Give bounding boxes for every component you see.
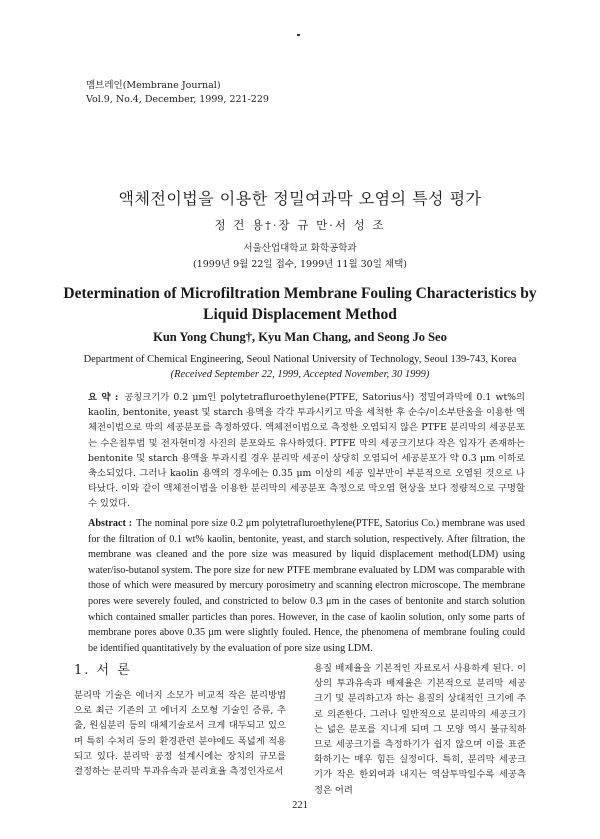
affiliation-korean — [0, 241, 600, 273]
body-column-right: 용질 배제율을 기본적인 자료로서 사용하게 된다. 이상의 투과유속과 배제율은 기본적으로 분리막 세공크기 및 분리하고자 하는 용질의 상대적인 크기에 주로 의존한다. 그러나 일반적으로 분리막의 세공크기는 넓은 분포를 지니게 되며 그 모양 역시 불규칙하므로 세공크기를 측정하기가 쉽지 않으며 이를 표준화하기는 매우 힘든 실정이다. 특히, 분리막 세공크기가 작은 한외여과 내지는 역삼투막일수록 세공측정은 어려 — [314, 663, 526, 796]
affiliation-english: Department of Chemical Engineering, Seoul National University of Technology, Seoul 139-743, Korea — [83, 354, 517, 365]
section-heading-introduction: 1. 서 론 — [74, 663, 132, 678]
abstract-english-label: Abstract : — [88, 518, 133, 529]
affiliation-korean-dept: 서울산업대학교 화학공학과 — [243, 243, 357, 254]
title-english-line2: Liquid Displacement Method — [203, 306, 397, 323]
authors-korean: 정 건 용†·장 규 만·서 성 조 — [214, 218, 386, 232]
body-column-left: 분리막 기술은 에너지 소모가 비교적 작은 분리방법으로 최근 기존의 고 에너지 소모형 기술인 증류, 추출, 원심분리 등의 대체기술로서 크게 대두되고 있으며 특히 수처리 등의 환경관련 분야에도 폭넓게 적용되고 있다. 분리막 공정 설계시에는 장치의 규모를 결정하는 분리막 투과유속과 분리효율 측정인자로서 — [74, 690, 286, 778]
title-korean: 액체전이법을 이용한 정밀여과막 오염의 특성 평가 — [118, 189, 482, 208]
authors-english: Kun Yong Chung†, Kyu Man Chang, and Seong Jo Seo — [153, 330, 447, 344]
received-english: (Received September 22, 1999, Accepted November, 30 1999) — [170, 369, 430, 380]
journal-name: 멤브레인(Membrane Journal) — [86, 80, 221, 91]
abstract-korean — [88, 390, 525, 512]
top-mark — [297, 34, 300, 36]
affiliation-english-block — [0, 352, 600, 382]
abstract-english — [88, 516, 525, 656]
journal-header — [86, 79, 269, 107]
title-english — [60, 283, 540, 325]
abstract-korean-label: 요 약 : — [88, 392, 119, 403]
received-korean: (1999년 9월 22일 접수, 1999년 11월 30일 채택) — [192, 259, 407, 270]
abstract-english-text: The nominal pore size 0.2 μm polytetrafluroethylene(PTFE, Satorius Co.) membrane was used for the filtration of 0.1 wt% kaolin, bentonite, yeast, and starch solution, respectively. After filtration, the membrane was cleaned and the pore size was measured by liquid displacement method(LDM) using water/iso-butanol system. The pore size for new PTFE membrane evaluated by LDM was comparable with those of which were measured by mercury porosimetry and scanning electron microscope. The membrane pores were severely fouled, and constricted to below 0.3 μm in the cases of bentonite and starch solution which contained smaller particles than pores. However, in the case of kaolin solution, only some parts of membrane pores above 0.35 μm were slightly fouled. Hence, the phenomena of membrane fouling could be identified quantitatively by the evaluation of pore size using LDM. — [88, 518, 525, 654]
page-number: 221 — [292, 800, 308, 811]
title-english-line1: Determination of Microfiltration Membrane Fouling Characteristics by — [63, 285, 537, 302]
abstract-korean-text: 공칭크기가 0.2 μm인 polytetrafluroethylene(PTFE, Satorius사) 정밀여과막에 0.1 wt%의 kaolin, bentonite, yeast 및 starch 용액을 각각 투과시키고 막을 세척한 후 순수/이소부탄올을 이용한 액체전이법으로 막의 세공분포를 측정하였다. 액체전이법으로 측정한 오염되지 않은 PTFE 분리막의 세공분포는 수은침투법 및 전자현미경 사진의 분포와도 유사하였다. PTFE 막의 세공크기보다 작은 입자가 존재하는 bentonite 및 starch 용액을 투과시킬 경우 분리막 세공이 상당히 오염되어 세공분포가 약 0.3 μm 이하로 축소되었다. 그러나 kaolin 용액의 경우에는 0.35 μm 이상의 세공 일부만이 부분적으로 오염된 것으로 나타났다. 이와 같이 액체전이법을 이용한 분리막의 세공분포 측정으로 막오염 현상을 보다 정량적으로 구명할 수 있었다. — [88, 392, 526, 510]
journal-issue: Vol.9, No.4, December, 1999, 221-229 — [86, 94, 269, 105]
